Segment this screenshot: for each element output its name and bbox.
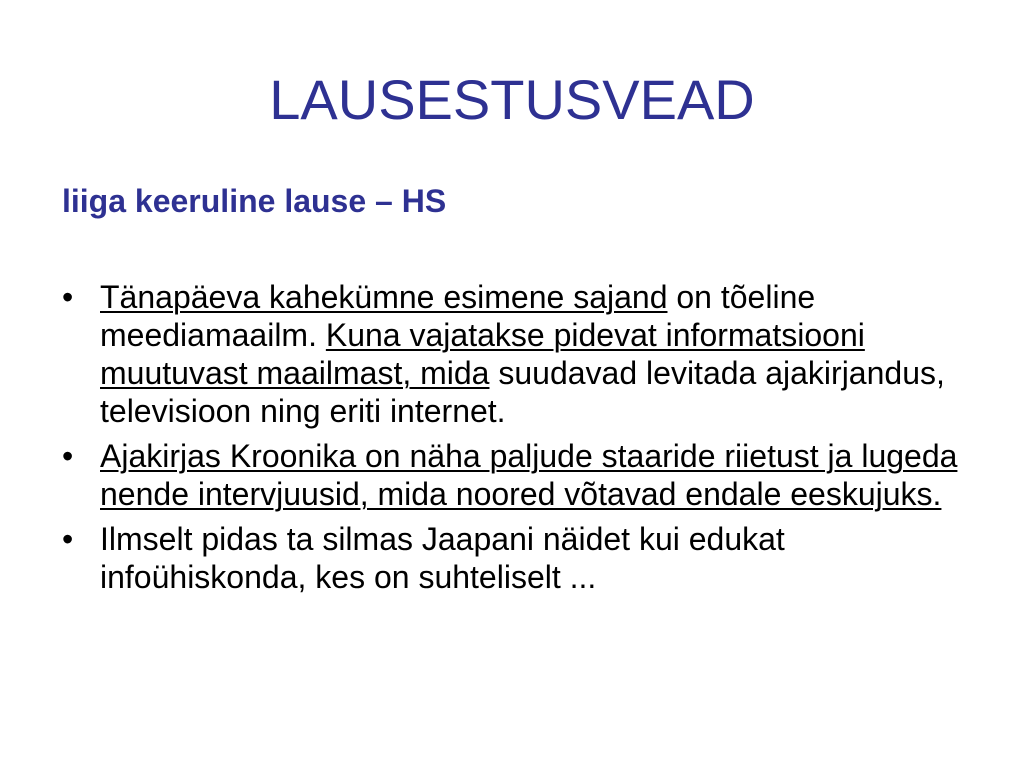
plain-text: suudavad levitada ajakirjandus, televisioon ning eriti internet. <box>100 355 945 429</box>
bullet-symbol: • <box>62 438 74 474</box>
bullet-item-1 <box>62 278 982 430</box>
underlined-text: Ajakirjas Kroonika on näha paljude staaride riietust ja lugeda nende intervjuusid, mida noored võtavad endale eeskujuks. <box>100 438 958 512</box>
bullet-list <box>62 278 982 603</box>
bullet-item-3 <box>62 520 982 596</box>
underlined-text: Tänapäeva kahekümne esimene sajand <box>100 279 668 315</box>
bullet-item-2 <box>62 437 982 513</box>
underlined-text: Kuna vajatakse pidevat informatsiooni muutuvast maailmast, mida <box>100 317 865 391</box>
slide-subtitle: liiga keeruline lause – HS <box>62 183 447 219</box>
plain-text: Ilmselt pidas ta silmas Jaapani näidet kui edukat infoühiskonda, kes on suhteliselt ... <box>100 521 785 595</box>
bullet-symbol: • <box>62 521 74 557</box>
slide-title: LAUSESTUSVEAD <box>269 68 755 131</box>
bullet-symbol: • <box>62 279 74 315</box>
plain-text: on tõeline meediamaailm. <box>100 279 816 353</box>
